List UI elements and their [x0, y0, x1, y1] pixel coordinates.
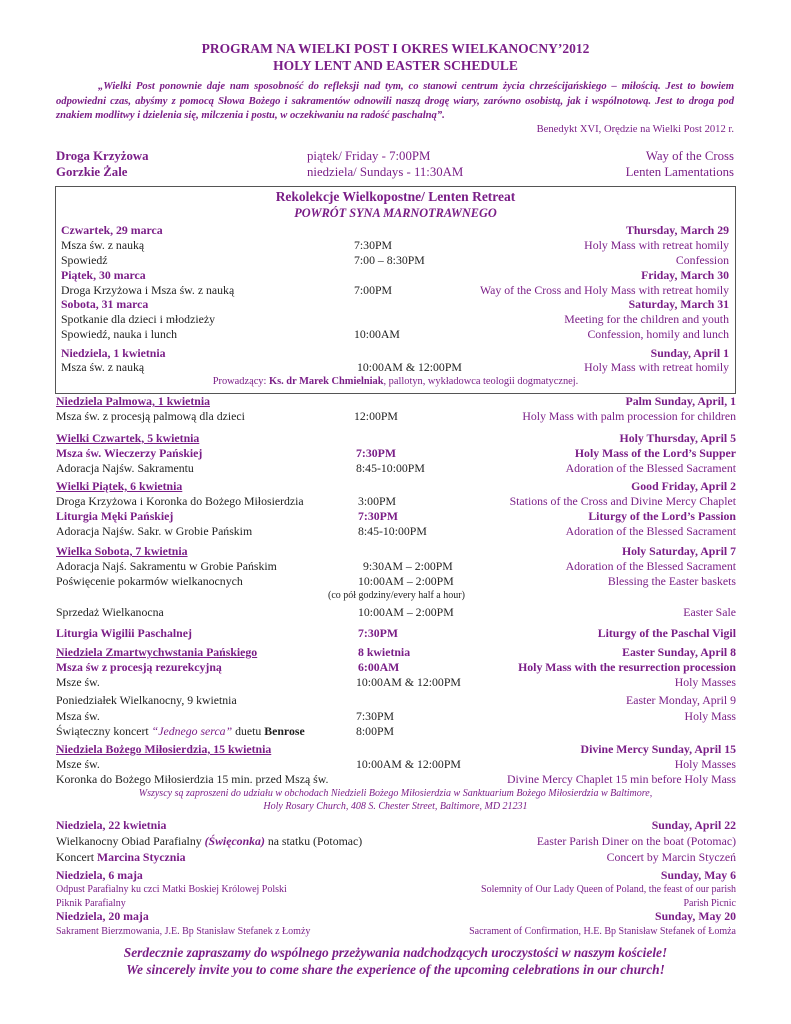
- concert-row: Świąteczny koncert “Jednego serca” duetu Benrose 8:00PM: [56, 724, 395, 738]
- retreat-day-row: Sobota, 31 marca Saturday, March 31: [61, 297, 729, 311]
- weekly-row: Gorzkie Żale niedziela/ Sundays - 11:30AM Lenten Lamentations: [56, 165, 734, 179]
- holy-thursday-row: Adoracja Najśw. Sakramentu 8:45-10:00PM Adoration of the Blessed Sacrament: [56, 461, 736, 475]
- weekly-row: Droga Krzyżowa piątek/ Friday - 7:00PM Way of the Cross: [56, 149, 734, 163]
- retreat-subtitle: POWRÓT SYNA MARNOTRAWNEGO: [294, 206, 497, 220]
- may-20-row: Sakrament Bierzmowania, J.E. Bp Stanisław Stefanek z Łomży Sacrament of Confirmation, H.E. Bp Stanisław Stefanek of Łomża: [56, 926, 736, 937]
- good-friday-row: Droga Krzyżowa i Koronka do Bożego Miłosierdzia 3:00PM Stations of the Cross and Divine Mercy Chaplet: [56, 494, 736, 508]
- holy-saturday-heading: Wielka Sobota, 7 kwietnia Holy Saturday, April 7: [56, 544, 736, 558]
- easter-sunday-row: Msza św z procesją rezurekcyjną 6:00AM Holy Mass with the resurrection procession: [56, 660, 736, 674]
- divine-mercy-row: Koronka do Bożego Miłosierdzia 15 min. przed Mszą św. Divine Mercy Chaplet 15 min before Holy Mass: [56, 772, 736, 786]
- quote-source: Benedykt XVI, Orędzie na Wielki Post 2012 r.: [536, 124, 734, 135]
- easter-monday-row: Msza św. 7:30PM Holy Mass: [56, 709, 736, 723]
- easter-monday-heading: Poniedziałek Wielkanocny, 9 kwietnia Easter Monday, April 9: [56, 693, 736, 707]
- april-22-heading: Niedziela, 22 kwietnia Sunday, April 22: [56, 818, 736, 832]
- april-22-row: Wielkanocny Obiad Parafialny (Święconka) na statku (Potomac) Easter Parish Diner on the boat (Potomac): [56, 834, 736, 848]
- quote-text: „Wielki Post ponownie daje nam sposobność do refleksji nad tym, co stanowi centrum życia chrześcijańskiego – miłością. Jest to bowiem odpowiedni czas, abyśmy z pomocą Słowa Bożego i sakramentów odnowili naszą drogę wiary, zarówno osobistą, jak i wspólnotową. Jest to droga pod znakiem modlitwy i dzielenia się, milczenia i postu, w oczekiwaniu na radość paschalną”.: [56, 81, 734, 121]
- footer-invitation-en: We sincerely invite you to come share the experience of the upcoming celebrations in our church!: [126, 962, 665, 977]
- good-friday-row: Adoracja Najśw. Sakr. w Grobie Pańskim 8:45-10:00PM Adoration of the Blessed Sacrament: [56, 524, 736, 538]
- retreat-row: Msza św. z nauką 7:30PM Holy Mass with retreat homily: [61, 238, 729, 252]
- easter-sunday-row: Msze św. 10:00AM & 12:00PM Holy Masses: [56, 675, 736, 689]
- holy-thursday-heading: Wielki Czwartek, 5 kwietnia Holy Thursday, April 5: [56, 431, 736, 445]
- paschal-vigil-row: Liturgia Wigilii Paschalnej 7:30PM Liturgy of the Paschal Vigil: [56, 626, 736, 640]
- retreat-row: Spowiedź 7:00 – 8:30PM Confession: [61, 253, 729, 267]
- footer-invitation-pl: Serdecznie zapraszamy do wspólnego przeżywania nadchodzących uroczystości w naszym kościele!: [123, 945, 668, 960]
- palm-sunday-heading: Niedziela Palmowa, 1 kwietnia Palm Sunday, April, 1: [56, 394, 736, 408]
- retreat-day-row: Czwartek, 29 marca Thursday, March 29: [61, 223, 729, 237]
- divine-mercy-heading: Niedziela Bożego Miłosierdzia, 15 kwietnia Divine Mercy Sunday, April 15: [56, 742, 736, 756]
- retreat-row: Droga Krzyżowa i Msza św. z nauką 7:00PM Way of the Cross and Holy Mass with retreat homily: [61, 283, 729, 297]
- title-polish: PROGRAM NA WIELKI POST I OKRES WIELKANOCNY’2012: [201, 41, 590, 56]
- retreat-row: Spowiedź, nauka i lunch 10:00AM Confession, homily and lunch: [61, 327, 729, 341]
- divine-mercy-note: Wszyscy są zaproszeni do udziału w obchodach Niedzieli Bożego Miłosierdzia w Sanktuarium Bożego Miłosierdzia w Baltimore,: [138, 788, 653, 799]
- divine-mercy-note: Holy Rosary Church, 408 S. Chester Street, Baltimore, MD 21231: [263, 801, 528, 812]
- may-6-heading: Niedziela, 6 maja Sunday, May 6: [56, 868, 736, 882]
- retreat-row: Msza św. z nauką 10:00AM & 12:00PM Holy Mass with retreat homily: [61, 360, 729, 374]
- holy-thursday-row: Msza św. Wieczerzy Pańskiej 7:30PM Holy Mass of the Lord’s Supper: [56, 446, 736, 460]
- holy-saturday-note: (co pół godziny/every half a hour): [328, 590, 465, 601]
- may-6-row: Piknik Parafialny Parish Picnic: [56, 898, 736, 909]
- easter-sunday-heading: Niedziela Zmartwychwstania Pańskiego 8 kwietnia Easter Sunday, April 8: [56, 645, 736, 659]
- title-english: HOLY LENT AND EASTER SCHEDULE: [273, 58, 518, 73]
- retreat-leader: Prowadzący: Ks. dr Marek Chmielniak, pallotyn, wykładowca teologii dogmatycznej.: [212, 376, 579, 387]
- may-20-heading: Niedziela, 20 maja Sunday, May 20: [56, 909, 736, 923]
- divine-mercy-row: Msze św. 10:00AM & 12:00PM Holy Masses: [56, 757, 736, 771]
- good-friday-heading: Wielki Piątek, 6 kwietnia Good Friday, April 2: [56, 479, 736, 493]
- holy-saturday-row: Poświęcenie pokarmów wielkanocnych 10:00AM – 2:00PM Blessing the Easter baskets: [56, 574, 736, 588]
- may-6-row: Odpust Parafialny ku czci Matki Boskiej Królowej Polski Solemnity of Our Lady Queen of Poland, the feast of our parish: [56, 884, 736, 895]
- holy-saturday-row: Adoracja Najś. Sakramentu w Grobie Pańskim 9:30AM – 2:00PM Adoration of the Blessed Sacrament: [56, 559, 736, 573]
- easter-sale-row: Sprzedaż Wielkanocna 10:00AM – 2:00PM Easter Sale: [56, 605, 736, 619]
- good-friday-row: Liturgia Męki Pańskiej 7:30PM Liturgy of the Lord’s Passion: [56, 509, 736, 523]
- retreat-day-row: Niedziela, 1 kwietnia Sunday, April 1: [61, 346, 729, 360]
- april-22-row: Koncert Marcina Stycznia Concert by Marcin Styczeń: [56, 850, 736, 864]
- retreat-row: Spotkanie dla dzieci i młodzieży Meeting for the children and youth: [61, 312, 729, 326]
- retreat-title: Rekolekcje Wielkopostne/ Lenten Retreat: [275, 189, 516, 204]
- retreat-day-row: Piątek, 30 marca Friday, March 30: [61, 268, 729, 282]
- palm-sunday-row: Msza św. z procesją palmową dla dzieci 12:00PM Holy Mass with palm procession for children: [56, 409, 736, 423]
